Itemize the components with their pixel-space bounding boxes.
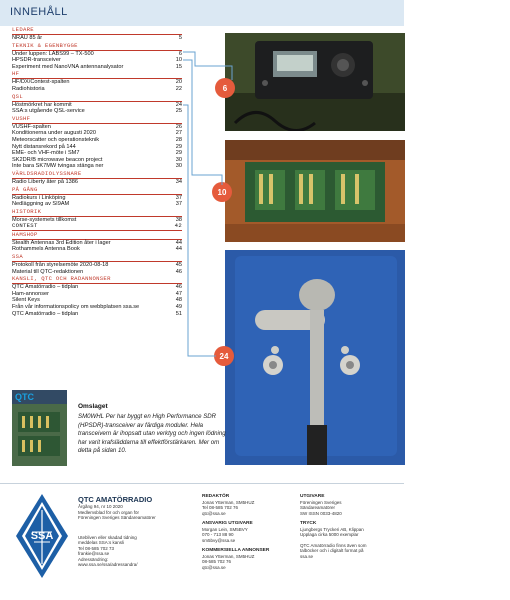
toc-entry[interactable]: [12, 150, 182, 157]
toc-section-heading: QSL: [12, 93, 182, 102]
toc-section: [12, 253, 182, 275]
toc-entry[interactable]: [12, 157, 182, 164]
footer-text-line: Föreningen Sveriges Sändareamatörer: [78, 515, 156, 520]
toc-section-heading: KANSLI, QTC OCH RADANNONSER: [12, 275, 182, 284]
toc-section-heading: LEDARE: [12, 26, 182, 35]
tryck-heading: TRYCK: [300, 521, 317, 526]
toc-section-heading: HISTORIK: [12, 208, 182, 217]
toc-section: [12, 115, 182, 170]
footer-text-line: 08-585 702 76: [202, 559, 232, 564]
footer-text-line: talböcker och i digitalt format på: [300, 548, 364, 553]
toc-entry-title: Stealth Antennas 3rd Edition åter i lager: [12, 239, 111, 246]
toc-entry[interactable]: [12, 240, 182, 247]
toc-page-number: 5: [178, 35, 182, 41]
toc-entry[interactable]: [12, 130, 182, 137]
toc-entry-title: Nytt distansrekord på 144: [12, 143, 76, 150]
footer-text-line: Jonas Ytterman, SM5HUZ: [202, 553, 255, 559]
toc-entry-title: VUSHF-spalten: [12, 123, 51, 130]
toc-entry[interactable]: [12, 246, 182, 253]
cover-caption-body: SM0WHL Per har byggt en High Performance SDR (HPSDR)-transceiver av färdiga moduler. Hela transceivern är ihopsatt utan verktyg och ingen lödning har varit krafsläddarna till effektförstärkaren. Mer om detta på sidan 10.: [78, 413, 226, 454]
page-badge-6: 6: [215, 78, 235, 98]
toc-entry-title: Inte bara SK7MW tvingas stänga ner: [12, 163, 104, 170]
toc-section: [12, 186, 182, 208]
toc-entry[interactable]: [12, 262, 182, 269]
footer-contacts: [202, 494, 290, 570]
footer-text-line: Adressändring:: [78, 556, 109, 562]
toc-page-number: 44: [175, 246, 182, 253]
toc-entry[interactable]: [12, 311, 182, 318]
footer-text-line: www.ssa.se/ssa/adressandra/: [78, 562, 138, 567]
toc-entry-title: HF/DX/Contest-spalten: [12, 79, 70, 86]
toc-entry[interactable]: [12, 79, 182, 86]
toc-page-number: 34: [175, 178, 182, 185]
photo-circuit-boards: [225, 140, 405, 242]
photo-transceiver: [225, 33, 405, 131]
toc-entry[interactable]: [12, 35, 182, 42]
toc-entry-title: Rothammels Antenna Book: [12, 246, 80, 253]
footer-publisher: [300, 494, 396, 559]
cover-logo-text: QTC: [15, 392, 34, 402]
toc-entry[interactable]: [12, 304, 182, 311]
toc-entry-title: Meteorscatter och operationsteknik: [12, 136, 100, 143]
toc-page-number: 29: [175, 150, 182, 157]
toc-page-number: 45: [175, 262, 182, 269]
toc-page-number: 47: [175, 290, 182, 297]
toc-entry-title: Radiohistoria: [12, 85, 45, 92]
toc-page-number: 29: [175, 143, 182, 150]
toc-section-heading: VÄRLDSRADIOLYSSNARE: [12, 170, 182, 179]
toc-entry[interactable]: [12, 64, 182, 71]
toc-section-heading: HF: [12, 70, 182, 79]
toc-page-number: 30: [175, 156, 182, 163]
toc-section: [12, 208, 182, 224]
toc-section-heading: PÅ GÅNG: [12, 186, 182, 195]
footer-text-line: frankie@ssa.se: [78, 551, 110, 556]
ansvarig-heading: ANSVARIG UTGIVARE: [202, 521, 253, 526]
footer-text-line: Tel 08-585 702 76: [202, 505, 239, 510]
toc-page-number: 44: [175, 239, 182, 246]
toc-section: [12, 42, 182, 71]
toc-entry[interactable]: [12, 195, 182, 202]
toc-section-heading: TEKNIK & EGENBYGGE: [12, 42, 182, 51]
cover-caption-title: Omslaget: [78, 403, 108, 410]
toc-entry-title: Nedläggning av SI9AM: [12, 201, 70, 208]
footer-text-line: qtc@ssa.se: [202, 510, 226, 516]
footer-text-line: SW ISSN 0033-4820: [300, 510, 342, 516]
toc-page-number: 26: [175, 123, 182, 130]
table-of-contents: [12, 26, 182, 317]
toc-entry-title: Höstmörkret har kommit: [12, 101, 72, 108]
toc-entry-title: Silent Keys: [12, 297, 40, 304]
toc-entry-title: NRAU 85 år: [12, 35, 43, 41]
toc-entry-title: SSA:s utgående QSL-service: [12, 108, 85, 115]
toc-entry-title: Konditionerna under augusti 2020: [12, 130, 96, 137]
toc-page-number: 24: [175, 101, 182, 108]
annonser-heading: KOMMERSIELLA ANNONSER: [202, 548, 270, 553]
page-badge-10: 10: [212, 182, 232, 202]
toc-entry[interactable]: [12, 108, 182, 115]
utgivare-heading: UTGIVARE: [300, 494, 325, 499]
footer-publication-info: [78, 495, 178, 568]
footer-text-line: Årgång 94, nr 10 2020: [78, 504, 123, 509]
toc-page-number: 38: [175, 216, 182, 223]
footer-text-line: sm5bvy@ssa.se: [202, 537, 236, 543]
toc-section: [12, 170, 182, 186]
toc-entry[interactable]: [12, 124, 182, 131]
toc-entry-title: EME- och VHF-möte i SM7: [12, 150, 80, 157]
toc-entry[interactable]: [12, 163, 182, 170]
toc-entry-title: SK2DR/B microwave beacon project: [12, 156, 103, 163]
toc-section: [12, 223, 182, 231]
footer-text-line: Sändareamatörer: [300, 505, 336, 510]
toc-page-number: 30: [175, 163, 182, 170]
toc-page-number: 46: [175, 284, 182, 291]
toc-section-heading: HAMSHOP: [12, 231, 182, 240]
page-header: [0, 0, 404, 26]
toc-entry-title: Från vår informationspolicy om webbplatsen ssa.se: [12, 304, 140, 311]
toc-entry[interactable]: [12, 86, 182, 93]
footer-text-line: meddelas SSA:s kansli: [78, 540, 125, 545]
toc-section: [12, 275, 182, 317]
toc-entry-title: Ham-annonser: [12, 290, 49, 297]
toc-page-number: 49: [175, 304, 182, 311]
toc-entry-title: QTC Amatörradio – tidplan: [12, 310, 79, 317]
toc-page-number: 48: [175, 297, 182, 304]
footer-brand: QTC AMATÖRRADIO: [78, 495, 153, 504]
toc-entry[interactable]: [12, 284, 182, 291]
toc-entry-title: Radio Liberty åter på 1386: [12, 178, 78, 185]
toc-entry[interactable]: [12, 291, 182, 298]
toc-entry-title: QTC Amatörradio – tidplan: [12, 284, 79, 291]
toc-page-number: 6: [178, 50, 182, 57]
toc-section: [12, 26, 182, 42]
toc-page-number: 22: [175, 85, 182, 92]
toc-page-number: 15: [175, 63, 182, 70]
toc-section-title: CONTEST: [12, 222, 38, 230]
toc-entry-title: HPSDR-transceiver: [12, 57, 61, 64]
toc-page-number: 37: [175, 201, 182, 208]
toc-entry-title: Radiokurs i Linköping: [12, 194, 66, 201]
toc-entry[interactable]: [12, 144, 182, 151]
page-title: INNEHÅLL: [10, 6, 68, 18]
toc-page-number: 27: [175, 130, 182, 137]
photo-morse-key: [225, 250, 405, 465]
toc-entry-title: Morse-systemets tillkomst: [12, 216, 77, 223]
toc-entry[interactable]: [12, 201, 182, 208]
ssa-logo: [12, 492, 72, 582]
footer-text-line: Ljungbergs Tryckeri AB, Klippan: [300, 526, 364, 532]
toc-page-number: 28: [175, 136, 182, 143]
toc-section: [12, 93, 182, 115]
footer-text-line: Jonas Ytterman, SM5HUZ: [202, 499, 255, 505]
footer-text-line: Medlemsblad för och organ för: [78, 509, 140, 515]
toc-entry[interactable]: [12, 269, 182, 276]
toc-section: [12, 70, 182, 92]
ssa-logo-text: SSA: [30, 530, 54, 542]
toc-entry[interactable]: [12, 137, 182, 144]
toc-entry-title: Experiment med NanoVNA antennanalysator: [12, 63, 124, 70]
toc-entry-title: Protokoll från styrelsemöte 2020-08-18: [12, 262, 109, 269]
footer-text-line: QTC Amatörradio finns även som: [300, 542, 367, 548]
footer-text-line: Upplaga cirka 5000 exemplar: [300, 532, 359, 537]
footer-text-line: 070 - 713 88 90: [202, 532, 234, 537]
footer-text-line: ssa.se: [300, 553, 314, 559]
footer-text-line: Utebliven eller skadad tidning: [78, 534, 137, 540]
toc-section: [12, 231, 182, 253]
toc-page-number: 25: [175, 108, 182, 115]
toc-page-number: 46: [175, 268, 182, 275]
toc-page-number: 10: [175, 57, 182, 64]
redaktor-heading: REDAKTÖR: [202, 494, 230, 499]
toc-page-number: 42: [174, 222, 182, 230]
footer-text-line: qtc@ssa.se: [202, 564, 226, 570]
toc-section-heading: [12, 223, 182, 231]
footer-divider: [0, 483, 404, 484]
toc-entry-title: Under luppen: LABS99 – TX-500: [12, 50, 94, 57]
page-badge-24: 24: [214, 346, 234, 366]
toc-entry-title: Material till QTC-redaktionen: [12, 268, 84, 275]
toc-section-heading: VUSHF: [12, 115, 182, 124]
toc-section-heading: SSA: [12, 253, 182, 262]
toc-page-number: 37: [175, 194, 182, 201]
footer-text-line: Tel 08-585 702 73: [78, 545, 115, 551]
toc-page-number: 51: [175, 310, 182, 317]
cover-thumbnail: [12, 390, 67, 466]
toc-page-number: 20: [175, 79, 182, 86]
toc-entry[interactable]: [12, 179, 182, 186]
toc-entry[interactable]: [12, 57, 182, 64]
footer-text-line: Morgan Lein, SM5BVY: [202, 526, 248, 532]
toc-entry[interactable]: [12, 51, 182, 58]
footer-text-line: Föreningen Sveriges: [300, 499, 342, 505]
